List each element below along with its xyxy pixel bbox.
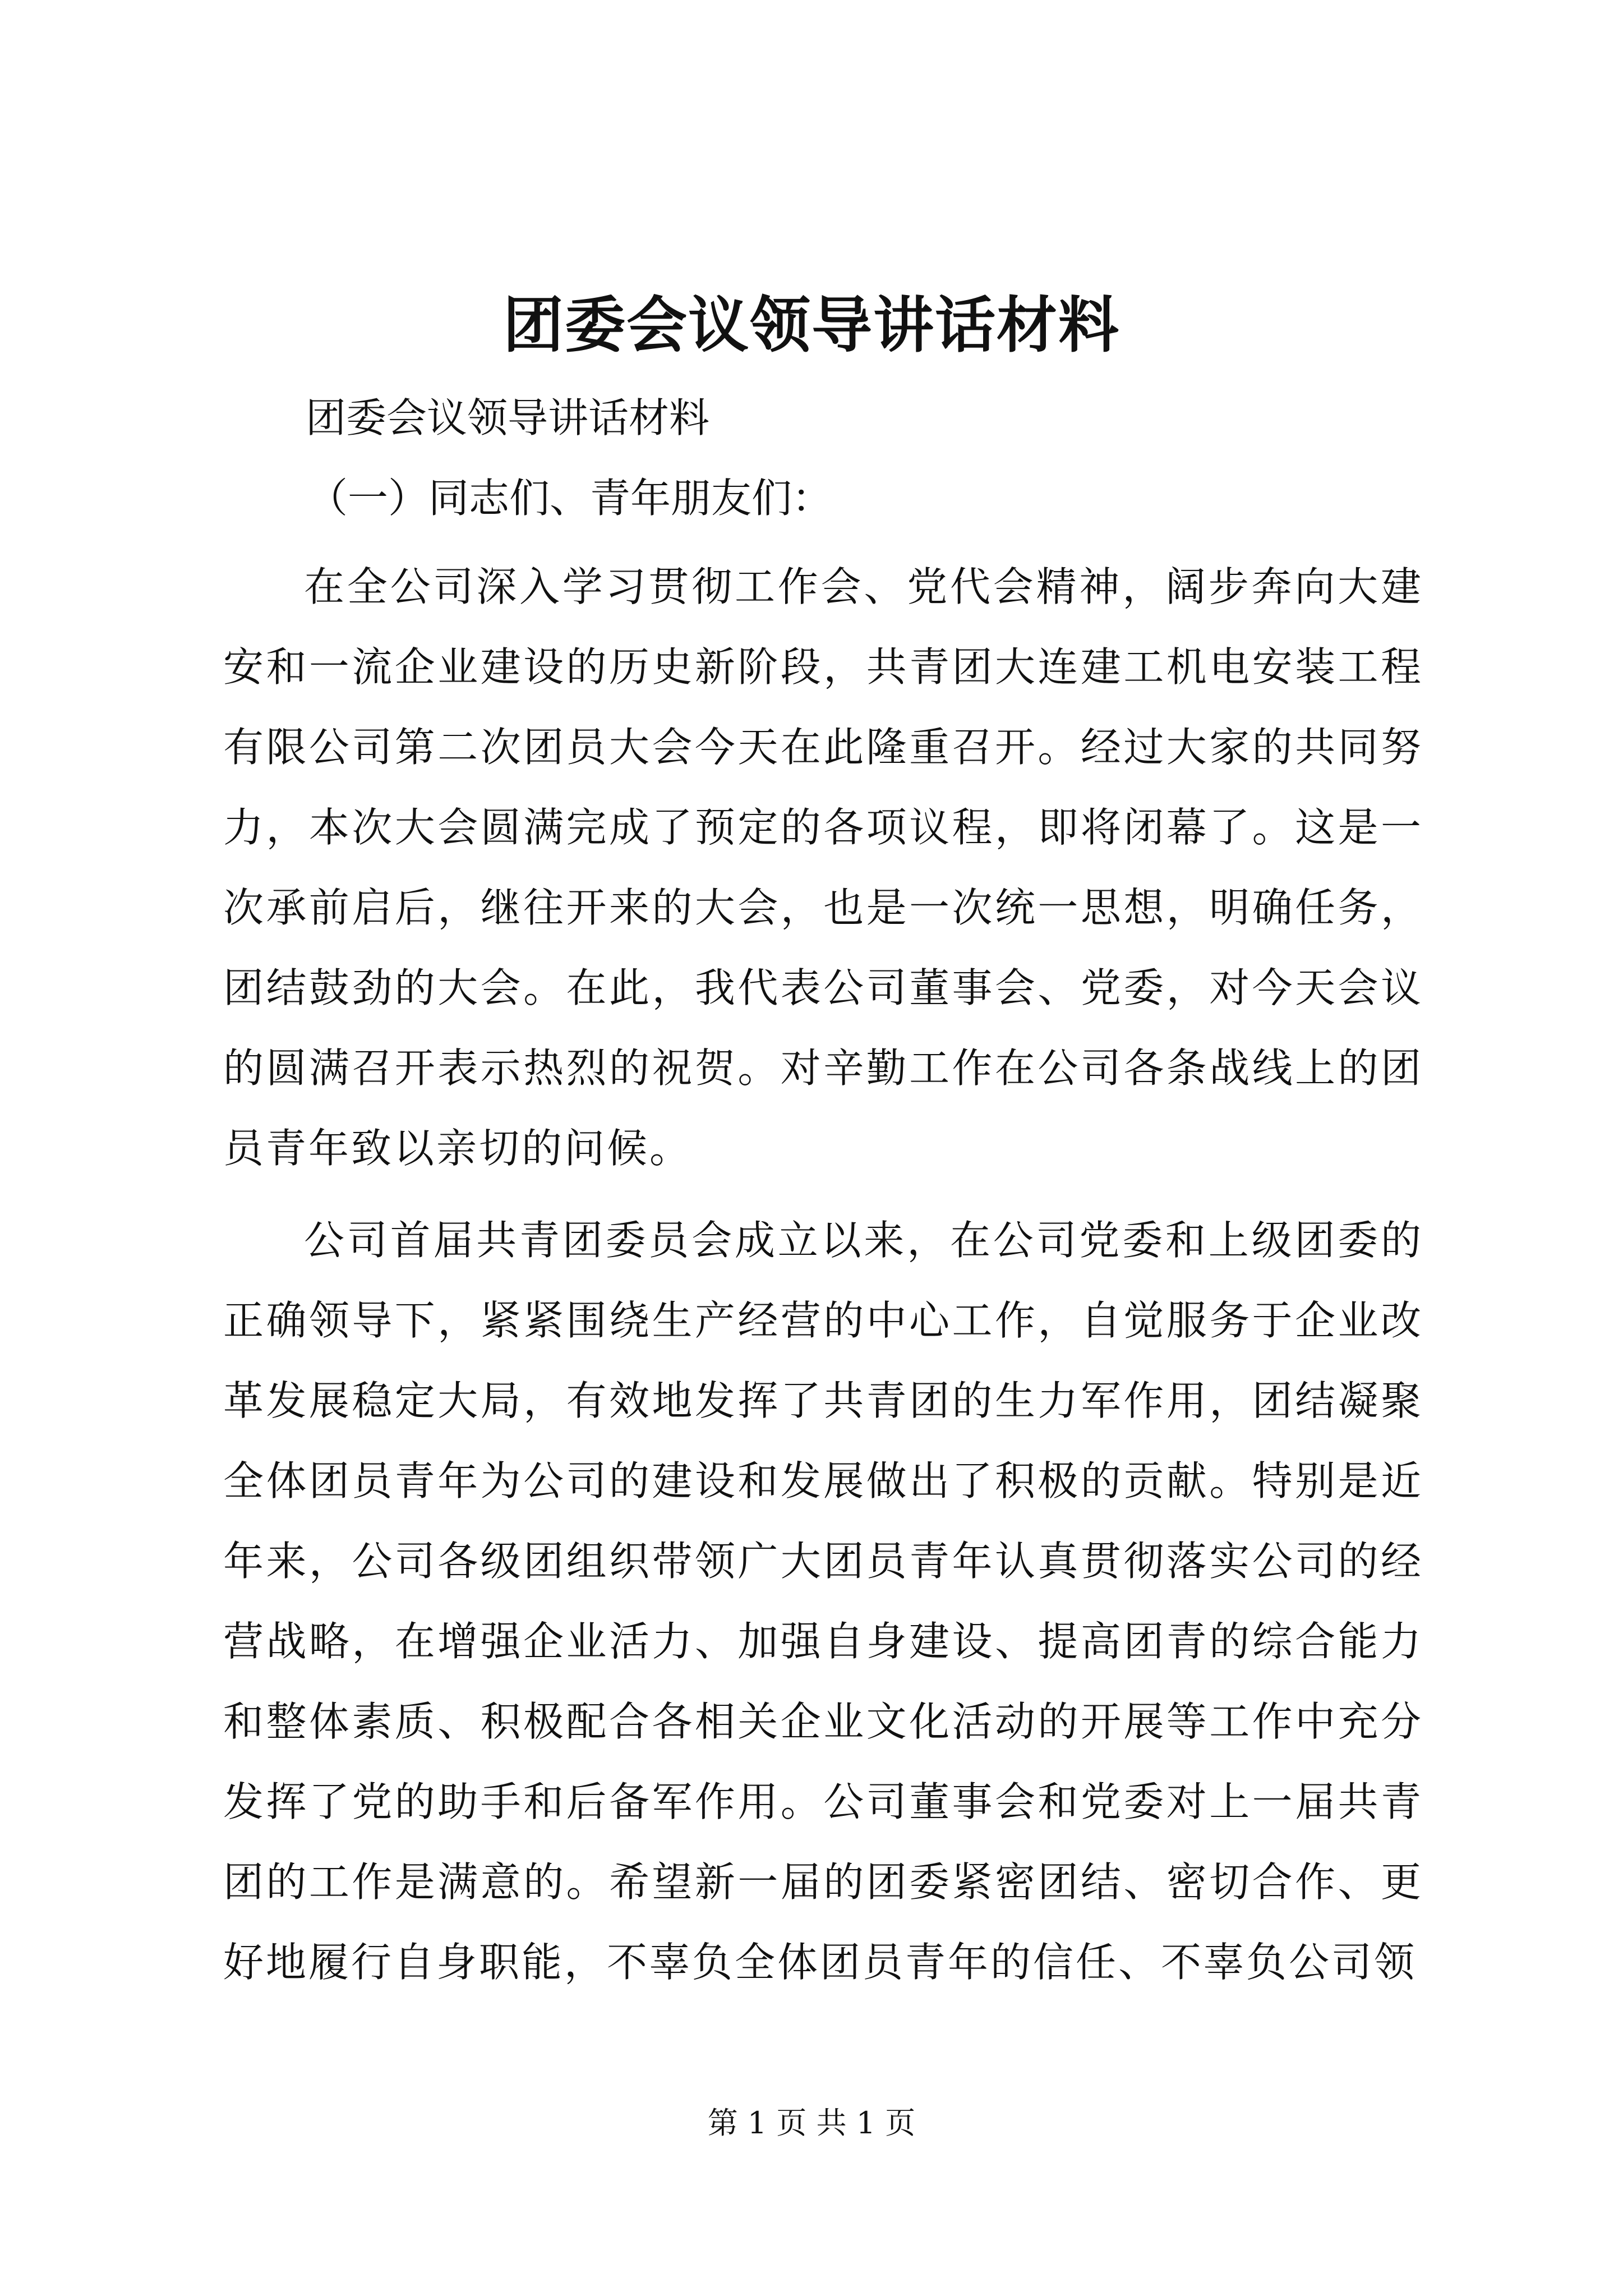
salutation: （一）同志们、青年朋友们： [307,475,833,522]
paragraph-2: 公司首届共青团委员会成立以来，在公司党委和上级团委的正确领导下，紧紧围绕生产经营的中心工作，自觉服务于企业改革发展稳定大局，有效地发挥了共青团的生力军作用，团结凝聚全体团员青年为公司的建设和发展做出了积极的贡献。特别是近年来，公司各级团组织带领广大团员青年认真贯彻落实公司的经营战略，在增强企业活力、加强自身建设、提高团青的综合能力和整体素质、积极配合各相关企业文化活动的开展等工作中充分发挥了党的助手和后备军作用。公司董事会和党委对上一届共青团的工作是满意的。希望新一届的团委紧密团结、密切合作、更好地履行自身职能，不辜负全体团员青年的信任、不辜负公司领 [223,1217,1423,1986]
page-footer: 第 1 页 共 1 页 [707,2105,916,2141]
document-subtitle: 团委会议领导讲话材料 [306,394,710,441]
document-title: 团委会议领导讲话材料 [502,290,1120,361]
paragraph-1: 在全公司深入学习贯彻工作会、党代会精神，阔步奔向大建安和一流企业建设的历史新阶段，共青团大连建工机电安装工程有限公司第二次团员大会今天在此隆重召开。经过大家的共同努力，本次大会圆满完成了预定的各项议程，即将闭幕了。这是一次承前启后，继往开来的大会，也是一次统一思想，明确任务，团结鼓劲的大会。在此，我代表公司董事会、党委，对今天会议的圆满召开表示热烈的祝贺。对辛勤工作在公司各条战线上的团员青年致以亲切的问候。 [223,563,1423,1172]
